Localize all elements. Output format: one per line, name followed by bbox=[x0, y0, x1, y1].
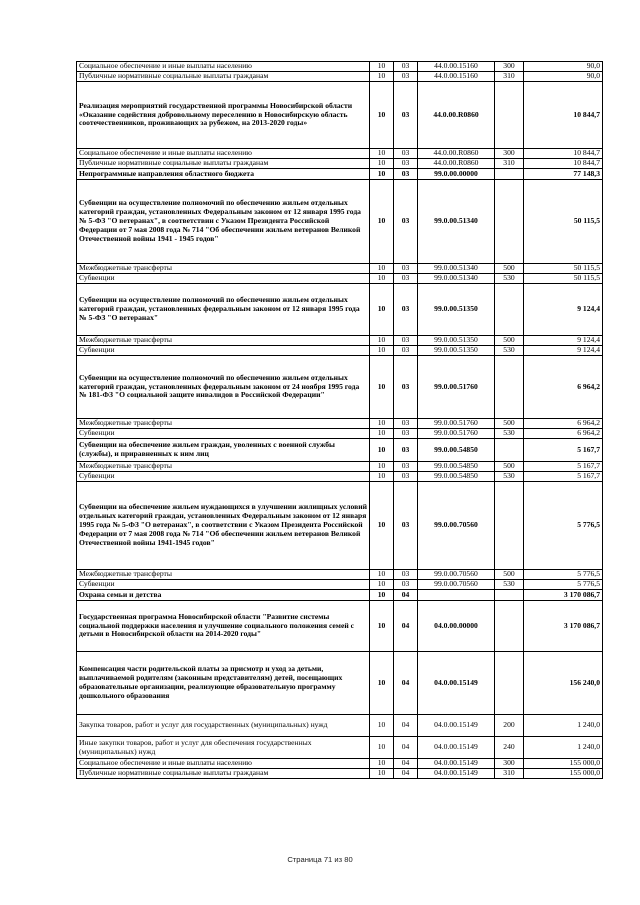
row-amount-cell: 5 776,5 bbox=[524, 482, 603, 570]
row-expense-type-cell: 530 bbox=[495, 472, 524, 482]
row-expense-type-cell: 200 bbox=[495, 715, 524, 737]
row-target-article-cell: 44.0.00.R0860 bbox=[418, 159, 495, 169]
row-section-cell: 10 bbox=[370, 169, 394, 180]
row-section-cell: 10 bbox=[370, 356, 394, 419]
row-name-cell: Социальное обеспечение и иные выплаты населению bbox=[77, 759, 370, 769]
row-amount-cell: 6 964,2 bbox=[524, 429, 603, 439]
row-section-cell: 10 bbox=[370, 159, 394, 169]
row-section-cell: 10 bbox=[370, 590, 394, 601]
row-expense-type-cell: 240 bbox=[495, 737, 524, 759]
row-name-cell: Субвенции на осуществление полномочий по обеспечению жильем отдельных категорий граждан, установленных Федеральным законом от 12 января 1995 года № 5-ФЗ "О ветеранах", в соответствии с Указом Президента Российской Федерации от 7 мая 2008 года № 714 "Об обеспечении жильем ветеранов Великой Отечественной войны 1941 - 1945 годов" bbox=[77, 180, 370, 264]
row-subsection-cell: 03 bbox=[394, 284, 418, 336]
table-row bbox=[77, 62, 603, 72]
row-name-cell: Публичные нормативные социальные выплаты гражданам bbox=[77, 159, 370, 169]
row-subsection-cell: 03 bbox=[394, 169, 418, 180]
row-name-cell: Субвенции bbox=[77, 472, 370, 482]
row-target-article-cell: 99.0.00.51350 bbox=[418, 346, 495, 356]
row-amount-cell: 6 964,2 bbox=[524, 419, 603, 429]
row-section-cell: 10 bbox=[370, 419, 394, 429]
table-row bbox=[77, 462, 603, 472]
row-expense-type-cell: 300 bbox=[495, 759, 524, 769]
row-section-cell: 10 bbox=[370, 462, 394, 472]
row-section-cell: 10 bbox=[370, 570, 394, 580]
row-amount-cell: 5 167,7 bbox=[524, 472, 603, 482]
row-target-article-cell: 99.0.00.70560 bbox=[418, 580, 495, 590]
row-name-cell: Компенсация части родительской платы за присмотр и уход за детьми, выплачиваемой родителям (законным представителям) детей, посещающих образовательные организации, реализующие образовательную программу дошкольного образования bbox=[77, 652, 370, 715]
row-amount-cell: 155 000,0 bbox=[524, 769, 603, 779]
row-name-cell: Социальное обеспечение и иные выплаты населению bbox=[77, 149, 370, 159]
table-row bbox=[77, 601, 603, 652]
row-target-article-cell: 99.0.00.51340 bbox=[418, 264, 495, 274]
row-target-article-cell: 99.0.00.51760 bbox=[418, 429, 495, 439]
row-amount-cell: 6 964,2 bbox=[524, 356, 603, 419]
row-name-cell: Межбюджетные трансферты bbox=[77, 336, 370, 346]
table-row bbox=[77, 570, 603, 580]
row-amount-cell: 9 124,4 bbox=[524, 284, 603, 336]
row-subsection-cell: 03 bbox=[394, 419, 418, 429]
row-section-cell: 10 bbox=[370, 149, 394, 159]
row-amount-cell: 3 170 086,7 bbox=[524, 590, 603, 601]
row-section-cell: 10 bbox=[370, 180, 394, 264]
table-row bbox=[77, 159, 603, 169]
row-amount-cell: 50 115,5 bbox=[524, 264, 603, 274]
table-row bbox=[77, 264, 603, 274]
row-name-cell: Закупка товаров, работ и услуг для государственных (муниципальных) нужд bbox=[77, 715, 370, 737]
row-subsection-cell: 03 bbox=[394, 346, 418, 356]
row-name-cell: Охрана семьи и детства bbox=[77, 590, 370, 601]
row-subsection-cell: 04 bbox=[394, 590, 418, 601]
row-subsection-cell: 03 bbox=[394, 439, 418, 462]
row-subsection-cell: 04 bbox=[394, 769, 418, 779]
row-amount-cell: 5 776,5 bbox=[524, 570, 603, 580]
row-expense-type-cell bbox=[495, 439, 524, 462]
row-expense-type-cell: 310 bbox=[495, 72, 524, 82]
row-amount-cell: 5 167,7 bbox=[524, 462, 603, 472]
row-amount-cell: 5 167,7 bbox=[524, 439, 603, 462]
row-subsection-cell: 03 bbox=[394, 356, 418, 419]
row-expense-type-cell: 500 bbox=[495, 570, 524, 580]
row-subsection-cell: 04 bbox=[394, 715, 418, 737]
row-name-cell: Межбюджетные трансферты bbox=[77, 264, 370, 274]
row-subsection-cell: 03 bbox=[394, 580, 418, 590]
row-section-cell: 10 bbox=[370, 346, 394, 356]
row-section-cell: 10 bbox=[370, 429, 394, 439]
row-name-cell: Субвенции bbox=[77, 429, 370, 439]
row-expense-type-cell bbox=[495, 590, 524, 601]
row-name-cell: Иные закупки товаров, работ и услуг для обеспечения государственных (муниципальных) нужд bbox=[77, 737, 370, 759]
row-section-cell: 10 bbox=[370, 274, 394, 284]
row-name-cell: Субвенции bbox=[77, 274, 370, 284]
row-name-cell: Межбюджетные трансферты bbox=[77, 419, 370, 429]
table-row bbox=[77, 472, 603, 482]
row-target-article-cell: 44.0.00.15160 bbox=[418, 62, 495, 72]
row-subsection-cell: 04 bbox=[394, 652, 418, 715]
row-amount-cell: 3 170 086,7 bbox=[524, 601, 603, 652]
row-subsection-cell: 03 bbox=[394, 149, 418, 159]
row-target-article-cell: 99.0.00.70560 bbox=[418, 482, 495, 570]
row-target-article-cell: 99.0.00.51350 bbox=[418, 284, 495, 336]
row-amount-cell: 90,0 bbox=[524, 62, 603, 72]
row-target-article-cell: 44.0.00.R0860 bbox=[418, 149, 495, 159]
table-row bbox=[77, 482, 603, 570]
row-target-article-cell: 99.0.00.51340 bbox=[418, 180, 495, 264]
table-row bbox=[77, 652, 603, 715]
table-row bbox=[77, 180, 603, 264]
row-subsection-cell: 03 bbox=[394, 159, 418, 169]
row-amount-cell: 155 000,0 bbox=[524, 759, 603, 769]
table-row bbox=[77, 737, 603, 759]
row-section-cell: 10 bbox=[370, 580, 394, 590]
row-section-cell: 10 bbox=[370, 652, 394, 715]
row-expense-type-cell: 300 bbox=[495, 149, 524, 159]
row-target-article-cell: 44.0.00.15160 bbox=[418, 72, 495, 82]
row-expense-type-cell: 530 bbox=[495, 274, 524, 284]
table-row bbox=[77, 274, 603, 284]
row-target-article-cell: 99.0.00.51760 bbox=[418, 419, 495, 429]
row-expense-type-cell: 500 bbox=[495, 419, 524, 429]
row-section-cell: 10 bbox=[370, 482, 394, 570]
row-subsection-cell: 03 bbox=[394, 180, 418, 264]
table-row bbox=[77, 580, 603, 590]
table-row bbox=[77, 346, 603, 356]
row-expense-type-cell bbox=[495, 82, 524, 149]
row-expense-type-cell: 500 bbox=[495, 462, 524, 472]
row-section-cell: 10 bbox=[370, 759, 394, 769]
row-target-article-cell: 04.0.00.15149 bbox=[418, 769, 495, 779]
row-target-article-cell: 99.0.00.54850 bbox=[418, 472, 495, 482]
row-expense-type-cell bbox=[495, 356, 524, 419]
row-section-cell: 10 bbox=[370, 439, 394, 462]
row-section-cell: 10 bbox=[370, 769, 394, 779]
table-row bbox=[77, 149, 603, 159]
row-target-article-cell: 99.0.00.54850 bbox=[418, 462, 495, 472]
row-name-cell: Субвенции bbox=[77, 346, 370, 356]
row-expense-type-cell bbox=[495, 601, 524, 652]
row-name-cell: Субвенции на осуществление полномочий по обеспечению жильем отдельных категорий граждан, установленных федеральным законом от 12 января 1995 года № 5-ФЗ "О ветеранах" bbox=[77, 284, 370, 336]
row-target-article-cell: 99.0.00.51350 bbox=[418, 336, 495, 346]
row-subsection-cell: 03 bbox=[394, 429, 418, 439]
row-target-article-cell: 04.0.00.15149 bbox=[418, 759, 495, 769]
row-expense-type-cell: 300 bbox=[495, 62, 524, 72]
row-name-cell: Публичные нормативные социальные выплаты гражданам bbox=[77, 72, 370, 82]
row-expense-type-cell bbox=[495, 169, 524, 180]
row-expense-type-cell: 310 bbox=[495, 769, 524, 779]
row-section-cell: 10 bbox=[370, 62, 394, 72]
row-amount-cell: 10 844,7 bbox=[524, 82, 603, 149]
row-subsection-cell: 03 bbox=[394, 472, 418, 482]
row-amount-cell: 77 148,3 bbox=[524, 169, 603, 180]
table-row bbox=[77, 419, 603, 429]
row-amount-cell: 9 124,4 bbox=[524, 346, 603, 356]
row-expense-type-cell: 530 bbox=[495, 346, 524, 356]
row-name-cell: Государственная программа Новосибирской области "Развитие системы социальной поддержки населения и улучшение социального положения семей с детьми в Новосибирской области на 2014-2020 годы" bbox=[77, 601, 370, 652]
budget-table bbox=[76, 61, 603, 779]
row-target-article-cell: 99.0.00.70560 bbox=[418, 570, 495, 580]
row-subsection-cell: 04 bbox=[394, 737, 418, 759]
row-amount-cell: 1 240,0 bbox=[524, 737, 603, 759]
row-expense-type-cell bbox=[495, 284, 524, 336]
table-row bbox=[77, 759, 603, 769]
row-section-cell: 10 bbox=[370, 72, 394, 82]
row-section-cell: 10 bbox=[370, 715, 394, 737]
row-section-cell: 10 bbox=[370, 82, 394, 149]
table-row bbox=[77, 284, 603, 336]
row-section-cell: 10 bbox=[370, 737, 394, 759]
row-subsection-cell: 03 bbox=[394, 336, 418, 346]
row-expense-type-cell: 500 bbox=[495, 336, 524, 346]
row-subsection-cell: 03 bbox=[394, 82, 418, 149]
table-row bbox=[77, 82, 603, 149]
row-subsection-cell: 03 bbox=[394, 62, 418, 72]
row-amount-cell: 5 776,5 bbox=[524, 580, 603, 590]
row-subsection-cell: 03 bbox=[394, 274, 418, 284]
row-target-article-cell: 99.0.00.00000 bbox=[418, 169, 495, 180]
row-target-article-cell: 04.0.00.15149 bbox=[418, 715, 495, 737]
row-subsection-cell: 03 bbox=[394, 462, 418, 472]
row-name-cell: Субвенции на обеспечение жильем нуждающихся в улучшении жилищных условий отдельных категорий граждан, установленных Федеральным законом от 12 января 1995 года № 5-ФЗ "О ветеранах", в соответствии с Указом Президента Российской Федерации от 7 мая 2008 года № 714 "Об обеспечении жильем ветеранов Великой Отечественной войны 1941-1945 годов" bbox=[77, 482, 370, 570]
row-section-cell: 10 bbox=[370, 336, 394, 346]
table-row bbox=[77, 590, 603, 601]
page-footer: Страница 71 из 80 bbox=[287, 855, 353, 864]
row-name-cell: Социальное обеспечение и иные выплаты населению bbox=[77, 62, 370, 72]
row-target-article-cell: 99.0.00.51760 bbox=[418, 356, 495, 419]
row-target-article-cell bbox=[418, 590, 495, 601]
row-amount-cell: 50 115,5 bbox=[524, 274, 603, 284]
row-name-cell: Реализация мероприятий государственной программы Новосибирской области «Оказание содействия добровольному переселению в Новосибирскую область соотечественников, проживающих за рубежом, на 2013-2020 годы» bbox=[77, 82, 370, 149]
table-row bbox=[77, 715, 603, 737]
budget-table-body bbox=[77, 62, 603, 779]
row-expense-type-cell bbox=[495, 180, 524, 264]
row-section-cell: 10 bbox=[370, 472, 394, 482]
row-target-article-cell: 04.0.00.15149 bbox=[418, 737, 495, 759]
row-name-cell: Публичные нормативные социальные выплаты гражданам bbox=[77, 769, 370, 779]
row-name-cell: Межбюджетные трансферты bbox=[77, 462, 370, 472]
table-row bbox=[77, 769, 603, 779]
row-amount-cell: 10 844,7 bbox=[524, 149, 603, 159]
row-amount-cell: 10 844,7 bbox=[524, 159, 603, 169]
row-target-article-cell: 04.0.00.00000 bbox=[418, 601, 495, 652]
row-section-cell: 10 bbox=[370, 284, 394, 336]
row-amount-cell: 50 115,5 bbox=[524, 180, 603, 264]
row-amount-cell: 90,0 bbox=[524, 72, 603, 82]
row-target-article-cell: 99.0.00.54850 bbox=[418, 439, 495, 462]
row-name-cell: Субвенции на обеспечение жильем граждан, уволенных с военной службы (службы), и приравненных к ним лиц bbox=[77, 439, 370, 462]
row-subsection-cell: 03 bbox=[394, 570, 418, 580]
row-subsection-cell: 03 bbox=[394, 482, 418, 570]
row-subsection-cell: 03 bbox=[394, 264, 418, 274]
row-expense-type-cell bbox=[495, 652, 524, 715]
row-amount-cell: 9 124,4 bbox=[524, 336, 603, 346]
table-row bbox=[77, 72, 603, 82]
table-row bbox=[77, 429, 603, 439]
row-expense-type-cell: 530 bbox=[495, 429, 524, 439]
row-expense-type-cell: 500 bbox=[495, 264, 524, 274]
row-expense-type-cell bbox=[495, 482, 524, 570]
row-name-cell: Непрограммные направления областного бюджета bbox=[77, 169, 370, 180]
row-expense-type-cell: 530 bbox=[495, 580, 524, 590]
row-subsection-cell: 04 bbox=[394, 759, 418, 769]
table-row bbox=[77, 169, 603, 180]
row-section-cell: 10 bbox=[370, 601, 394, 652]
row-name-cell: Межбюджетные трансферты bbox=[77, 570, 370, 580]
row-subsection-cell: 04 bbox=[394, 601, 418, 652]
row-target-article-cell: 44.0.00.R0860 bbox=[418, 82, 495, 149]
row-amount-cell: 156 240,0 bbox=[524, 652, 603, 715]
row-amount-cell: 1 240,0 bbox=[524, 715, 603, 737]
table-row bbox=[77, 336, 603, 346]
row-name-cell: Субвенции на осуществление полномочий по обеспечению жильем отдельных категорий граждан, установленных федеральным законом от 24 ноября 1995 года № 181-ФЗ "О социальной защите инвалидов в Российской Федерации" bbox=[77, 356, 370, 419]
row-expense-type-cell: 310 bbox=[495, 159, 524, 169]
row-subsection-cell: 03 bbox=[394, 72, 418, 82]
table-row bbox=[77, 356, 603, 419]
row-name-cell: Субвенции bbox=[77, 580, 370, 590]
row-section-cell: 10 bbox=[370, 264, 394, 274]
row-target-article-cell: 99.0.00.51340 bbox=[418, 274, 495, 284]
table-row bbox=[77, 439, 603, 462]
row-target-article-cell: 04.0.00.15149 bbox=[418, 652, 495, 715]
